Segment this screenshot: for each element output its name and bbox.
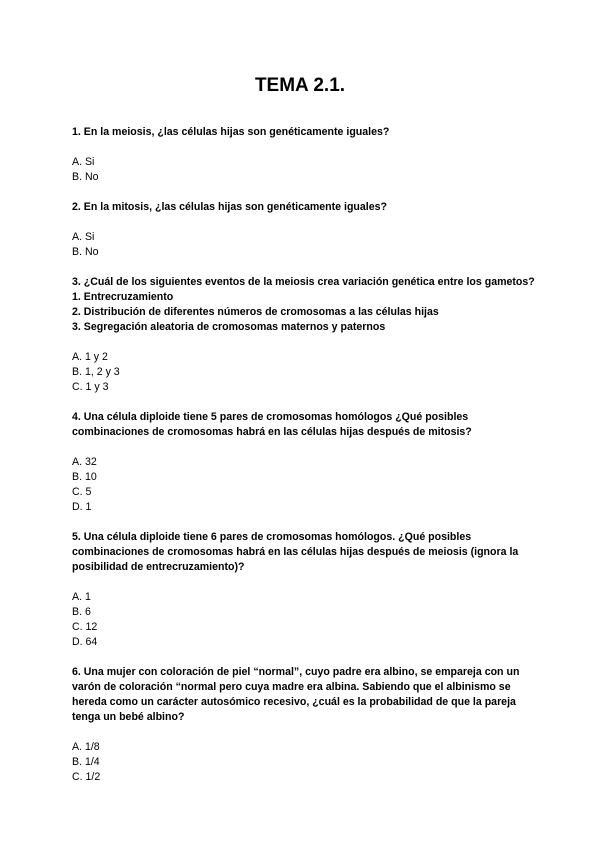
question-text (72, 125, 537, 140)
question-line: 3. ¿Cuál de los siguientes eventos de la meiosis crea variación genética entre los gametos? 1. Entrecruzamiento (72, 276, 535, 303)
question-2 (72, 200, 537, 260)
option-c: C. 12 (72, 621, 98, 633)
option-c: C. 1 y 3 (72, 381, 109, 393)
option-c: C. 5 (72, 486, 92, 498)
option-a: A. Si (72, 156, 95, 168)
question-6 (72, 665, 537, 785)
option-b: B. 1, 2 y 3 (72, 366, 120, 378)
option-a: A. 1 (72, 591, 91, 603)
question-line: 2. Distribución de diferentes números de cromosomas a las células hijas (72, 306, 439, 318)
option-a: A. 1 y 2 (72, 351, 108, 363)
question-text (72, 530, 537, 575)
question-line: 2. En la mitosis, ¿las células hijas son genéticamente iguales? (72, 201, 387, 213)
option-a: A. 32 (72, 456, 97, 468)
question-line: 3. Segregación aleatoria de cromosomas maternos y paternos (72, 321, 386, 333)
option-b: B. 6 (72, 606, 91, 618)
question-text (72, 275, 537, 335)
question-line: 5. Una célula diploide tiene 6 pares de cromosomas homólogos. ¿Qué posibles combinaciones de cromosomas habrá en las células hijas después de meiosis (ignora la posibilidad de entrecruzamiento)? (72, 531, 519, 573)
question-line: 6. Una mujer con coloración de piel “normal”, cuyo padre era albino, se empareja con un varón de coloración “normal pero cuya madre era albina. Sabiendo que el albinismo se hereda como un carácter autosómico recesivo, ¿cuál es la probabilidad de que la pareja tenga un bebé albino? (72, 666, 520, 723)
answer-options (72, 155, 537, 185)
answer-options (72, 350, 537, 395)
option-a: A. 1/8 (72, 741, 100, 753)
option-d: D. 64 (72, 636, 98, 648)
question-3 (72, 275, 537, 395)
option-d: D. 1 (72, 501, 92, 513)
option-b: B. 1/4 (72, 756, 100, 768)
option-b: B. No (72, 171, 99, 183)
question-list (72, 125, 537, 800)
option-b: B. No (72, 246, 99, 258)
question-line: 1. En la meiosis, ¿las células hijas son genéticamente iguales? (72, 126, 390, 138)
question-1 (72, 125, 537, 185)
question-line: 4. Una célula diploide tiene 5 pares de cromosomas homólogos ¿Qué posibles combinaciones de cromosomas habrá en las células hijas después de mitosis? (72, 411, 472, 438)
question-text (72, 200, 537, 215)
option-c: C. 1/2 (72, 771, 101, 783)
question-text (72, 665, 537, 725)
question-4 (72, 410, 537, 515)
page-title: TEMA 2.1. (254, 75, 346, 96)
answer-options (72, 740, 537, 785)
question-5 (72, 530, 537, 650)
answer-options (72, 230, 537, 260)
option-b: B. 10 (72, 471, 97, 483)
answer-options (72, 590, 537, 650)
answer-options (72, 455, 537, 515)
question-text (72, 410, 537, 440)
option-a: A. Si (72, 231, 95, 243)
